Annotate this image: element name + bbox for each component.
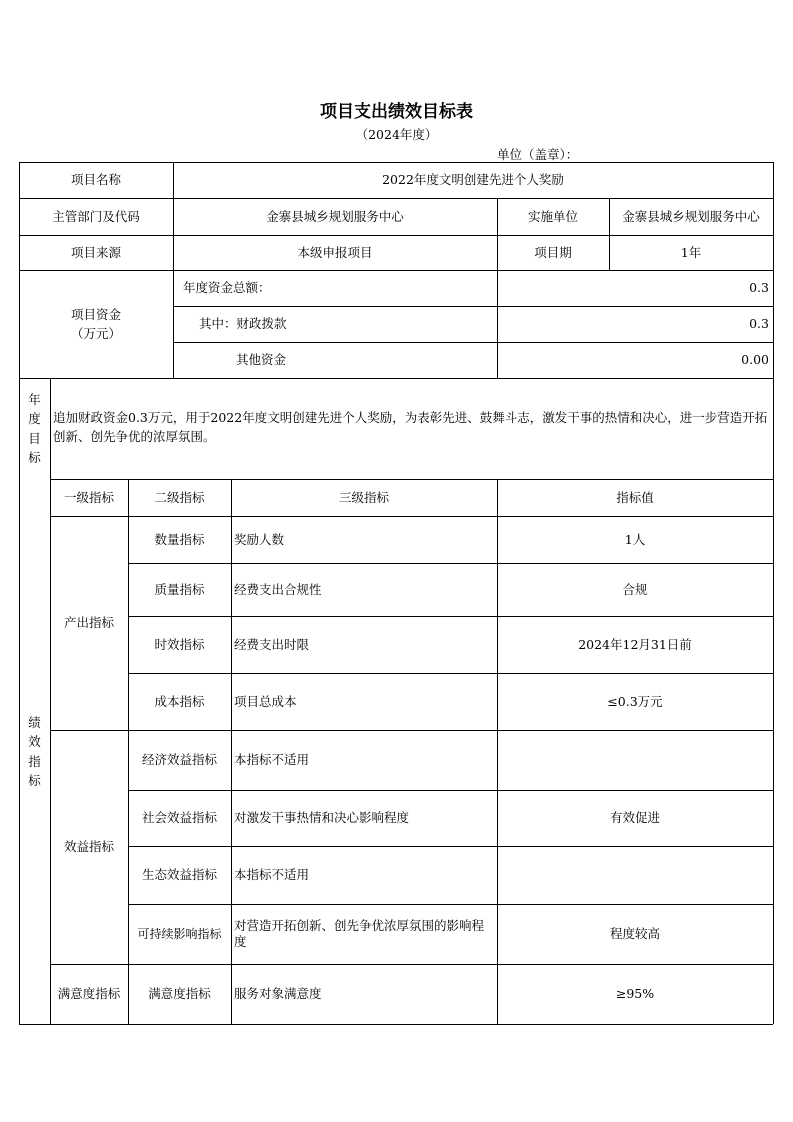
funds-other-label: 其他资金	[236, 352, 287, 368]
header-value: 指标值	[616, 489, 654, 505]
period-label: 项目期	[534, 244, 572, 260]
funds-label-line1: 项目资金	[70, 306, 121, 322]
indicator-value	[497, 846, 773, 904]
indicator-level2: 生态效益指标	[141, 867, 217, 883]
indicator-level3: 对激发干事热情和决心影响程度	[234, 810, 410, 826]
header-level1: 一级指标	[63, 489, 114, 505]
indicator-value: 2024年12月31日前	[578, 636, 692, 652]
project-name-value: 2022年度文明创建先进个人奖励	[382, 172, 564, 188]
indicator-level2: 可持续影响指标	[137, 926, 222, 941]
source-value: 本级申报项目	[297, 244, 373, 260]
impl-unit-value: 金寨县城乡规划服务中心	[622, 208, 760, 224]
impl-unit-label: 实施单位	[527, 208, 578, 224]
indicator-level2: 成本指标	[154, 693, 205, 709]
indicator-level2: 质量指标	[154, 581, 205, 597]
indicator-level3: 本指标不适用	[234, 752, 310, 768]
period-value: 1年	[680, 244, 702, 260]
indicator-level3: 本指标不适用	[234, 867, 310, 883]
output-indicators-label: 产出指标	[63, 615, 114, 631]
header-level2: 二级指标	[154, 489, 205, 505]
indicator-level2: 经济效益指标	[141, 752, 217, 768]
funds-label-line2: （万元）	[70, 326, 121, 341]
indicator-level3: 对营造开拓创新、创先争优浓厚氛围的影响程度	[234, 918, 485, 949]
header-level3: 三级指标	[338, 489, 389, 505]
funds-total-label: 年度资金总额：	[183, 280, 271, 296]
project-name-label: 项目名称	[70, 172, 121, 188]
funds-label	[19, 270, 173, 378]
dept-value: 金寨县城乡规划服务中心	[266, 208, 404, 224]
goal-label: 年 度 目 标	[28, 391, 41, 465]
page-title: 项目支出绩效目标表	[320, 102, 473, 122]
indicator-level3: 经费支出时限	[234, 636, 310, 652]
indicator-value: 有效促进	[609, 810, 660, 826]
indicator-level3: 项目总成本	[234, 693, 297, 709]
indicator-level2: 时效指标	[154, 636, 205, 652]
indicator-value: ≤0.3万元	[607, 693, 663, 709]
indicator-value: ≥95%	[615, 986, 655, 1002]
unit-stamp-label: 单位（盖章）：	[497, 147, 579, 162]
indicator-level2: 数量指标	[154, 531, 205, 547]
indicator-value: 程度较高	[609, 926, 660, 942]
satisfaction-indicators-label: 满意度指标	[57, 986, 121, 1002]
indicator-level2: 满意度指标	[148, 986, 211, 1002]
funds-total-value: 0.3	[749, 280, 769, 296]
indicator-level3: 服务对象满意度	[234, 986, 322, 1002]
indicator-level2: 社会效益指标	[141, 810, 217, 826]
indicator-level3: 奖励人数	[234, 531, 285, 547]
goal-text: 追加财政资金0.3万元，用于2022年度文明创建先进个人奖励，为表彰先进、鼓舞斗志，激发干事的热情和决心，进一步营造开拓创新、创先争优的浓厚氛围。	[53, 410, 768, 444]
funds-other-value: 0.00	[741, 352, 769, 368]
indicators-label: 绩 效 指 标	[28, 714, 41, 788]
indicator-level3: 经费支出合规性	[234, 581, 322, 597]
dept-label: 主管部门及代码	[52, 208, 140, 224]
indicator-value	[497, 730, 773, 790]
source-label: 项目来源	[70, 244, 121, 260]
indicator-value: 合规	[622, 581, 648, 597]
year-subtitle: （2024年度）	[355, 127, 438, 142]
funds-fiscal-label: 其中：财政拨款	[199, 316, 287, 332]
funds-fiscal-value: 0.3	[749, 316, 769, 332]
indicator-value: 1人	[624, 531, 646, 547]
benefit-indicators-label: 效益指标	[63, 839, 114, 855]
